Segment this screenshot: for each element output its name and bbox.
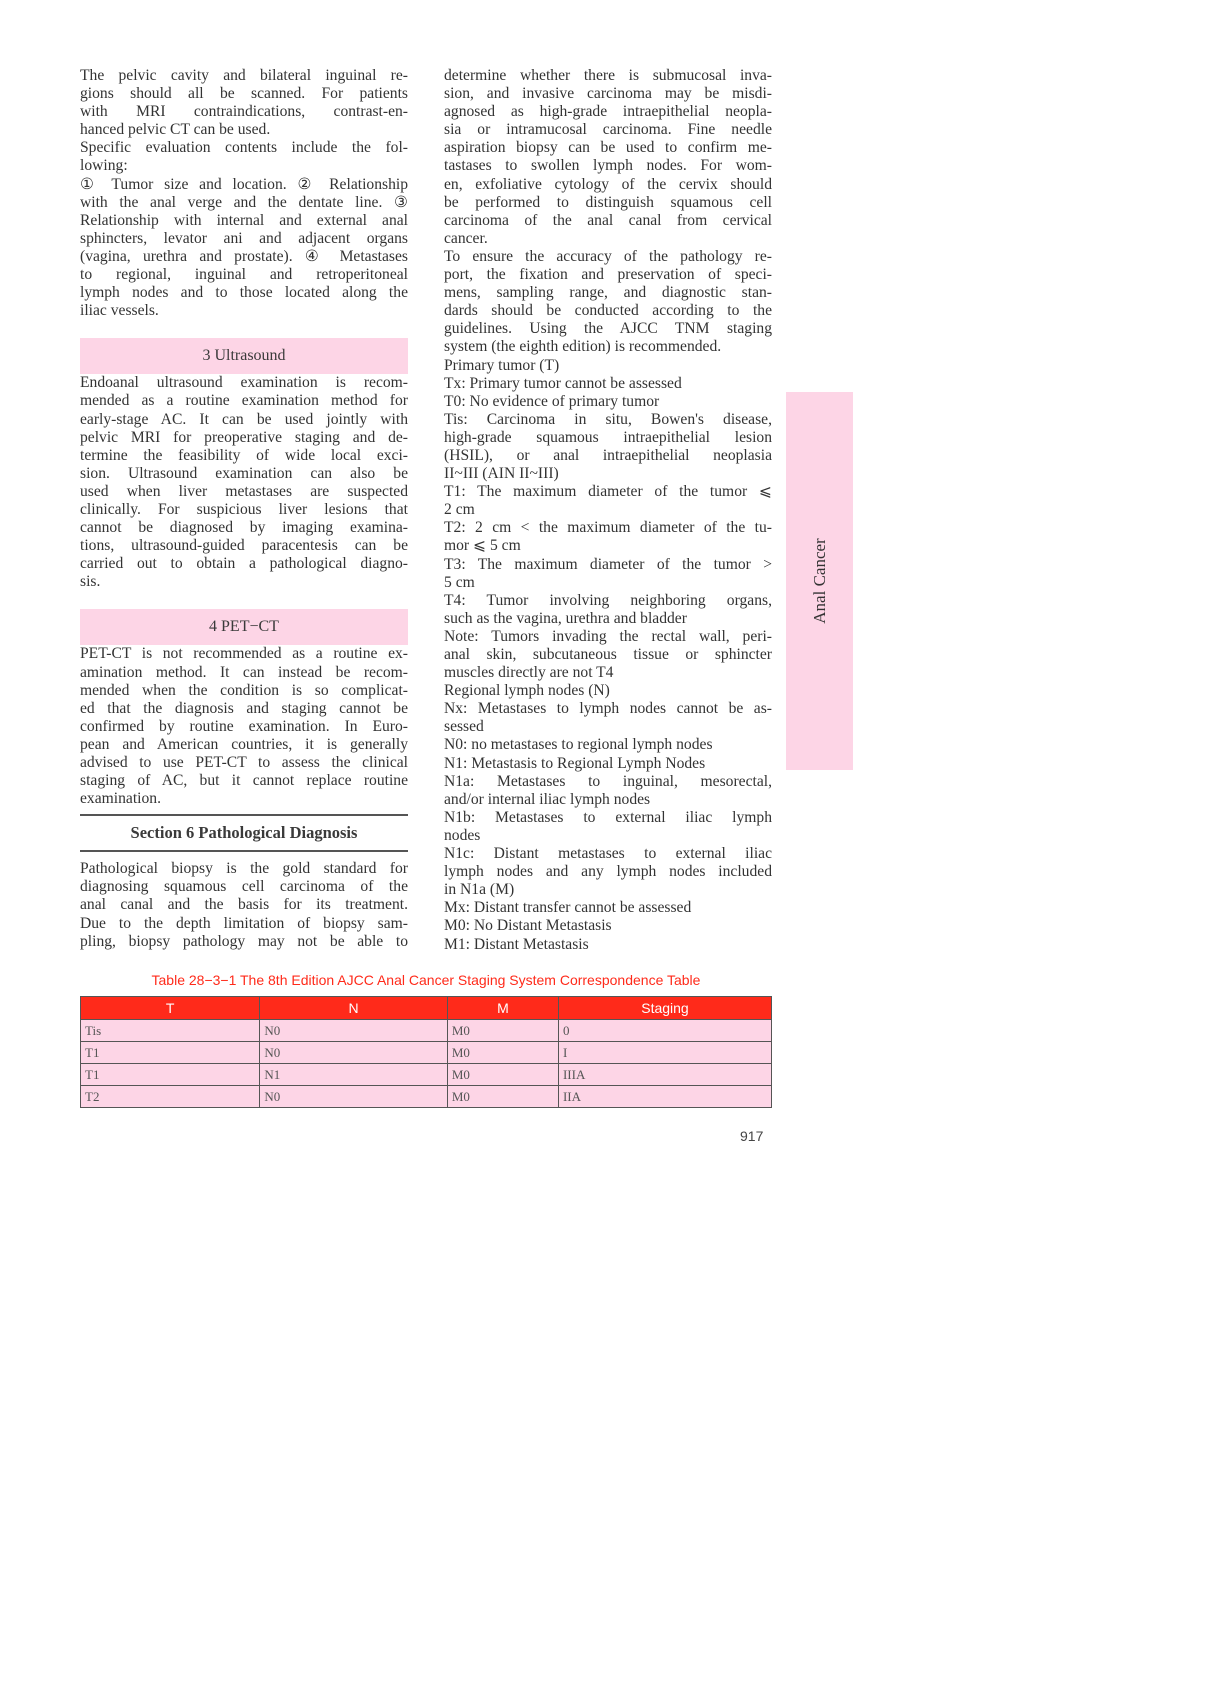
text-line: ed that the diagnosis and staging cannot be bbox=[80, 699, 408, 717]
text-line: T4: Tumor involving neighboring organs, bbox=[444, 591, 772, 609]
cell-m: M0 bbox=[447, 1020, 558, 1042]
text-line: (vagina, urethra and prostate). ④ Metastases bbox=[80, 247, 408, 265]
text-line: sessed bbox=[444, 718, 484, 736]
text-line: M0: No Distant Metastasis bbox=[444, 917, 612, 935]
text-line: (HSIL), or anal intraepithelial neoplasia bbox=[444, 446, 772, 464]
header-m: M bbox=[447, 997, 558, 1020]
text-line: mended as a routine examination method for bbox=[80, 392, 408, 410]
text-line: To ensure the accuracy of the pathology re- bbox=[444, 247, 772, 265]
text-line: ① Tumor size and location. ② Relationship bbox=[80, 175, 408, 193]
text-line: in N1a (M) bbox=[444, 881, 515, 899]
table-caption: Table 28−3−1 The 8th Edition AJCC Anal Cancer Staging System Correspondence Table bbox=[151, 972, 701, 988]
text-line: pelvic MRI for preoperative staging and de- bbox=[80, 428, 408, 446]
text-line: examination. bbox=[80, 790, 161, 808]
text-line: tions, ultrasound-guided paracentesis can be bbox=[80, 537, 408, 555]
text-line: port, the fixation and preservation of speci- bbox=[444, 266, 772, 284]
text-line: PET-CT is not recommended as a routine ex- bbox=[80, 645, 408, 663]
text-line: lowing: bbox=[80, 157, 128, 175]
text-line: agnosed as high-grade intraepithelial neopla- bbox=[444, 103, 772, 121]
text-line: be performed to distinguish squamous cell bbox=[444, 193, 772, 211]
cell-m: M0 bbox=[447, 1042, 558, 1064]
text-line: confirmed by routine examination. In Euro- bbox=[80, 717, 408, 735]
text-line: Endoanal ultrasound examination is recom- bbox=[80, 374, 408, 392]
table-row bbox=[81, 1020, 772, 1042]
text-line: sion. Ultrasound examination can also be bbox=[80, 464, 408, 482]
text-line: determine whether there is submucosal inva- bbox=[444, 67, 772, 84]
text-line: Nx: Metastases to lymph nodes cannot be as- bbox=[444, 700, 772, 718]
text-line: such as the vagina, urethra and bladder bbox=[444, 609, 687, 627]
text-line: anal skin, subcutaneous tissue or sphincter bbox=[444, 646, 772, 663]
table-row bbox=[81, 1042, 772, 1064]
text-line: T0: No evidence of primary tumor bbox=[444, 392, 660, 410]
text-line: staging of AC, but it cannot replace routine bbox=[80, 772, 408, 790]
text-line: The pelvic cavity and bilateral inguinal re- bbox=[80, 67, 408, 84]
petct-paragraph bbox=[80, 645, 408, 808]
text-line: mens, sampling range, and diagnostic stan- bbox=[444, 284, 772, 302]
text-line: sia or intramucosal carcinoma. Fine needle bbox=[444, 121, 772, 139]
text-line: termine the feasibility of wide local exci- bbox=[80, 446, 408, 464]
text-line: Mx: Distant transfer cannot be assessed bbox=[444, 899, 692, 917]
text-line: 2 cm bbox=[444, 501, 475, 519]
pathology-continuation bbox=[444, 67, 772, 954]
intro-paragraph bbox=[80, 67, 408, 139]
cell-staging: IIA bbox=[558, 1086, 771, 1108]
text-line: sphincters, levator ani and adjacent organs bbox=[80, 229, 408, 247]
text-line: Note: Tumors invading the rectal wall, peri- bbox=[444, 627, 772, 645]
chapter-side-tab bbox=[786, 392, 853, 770]
text-line: system (the eighth edition) is recommended. bbox=[444, 338, 722, 356]
text-line: mended when the condition is so complicat- bbox=[80, 681, 408, 699]
text-line: tastases to swollen lymph nodes. For wom- bbox=[444, 157, 772, 175]
table-row bbox=[81, 1064, 772, 1086]
cell-m: M0 bbox=[447, 1064, 558, 1086]
text-line: amination method. It can instead be recom- bbox=[80, 663, 408, 681]
text-line: T2: 2 cm < the maximum diameter of the tu- bbox=[444, 519, 772, 537]
table-row bbox=[81, 1086, 772, 1108]
text-line: muscles directly are not T4 bbox=[444, 664, 614, 682]
text-line: mor ⩽ 5 cm bbox=[444, 537, 521, 555]
text-line: T1: The maximum diameter of the tumor ⩽ bbox=[444, 483, 772, 501]
text-line: N0: no metastases to regional lymph nodes bbox=[444, 736, 713, 754]
cell-t: T2 bbox=[81, 1086, 260, 1108]
right-column bbox=[444, 67, 772, 954]
text-line: pling, biopsy pathology may not be able to bbox=[80, 932, 408, 950]
text-line: T3: The maximum diameter of the tumor > bbox=[444, 555, 772, 573]
cell-staging: 0 bbox=[558, 1020, 771, 1042]
text-line: Tx: Primary tumor cannot be assessed bbox=[444, 374, 682, 392]
section6-heading: Section 6 Pathological Diagnosis bbox=[80, 814, 408, 852]
header-t: T bbox=[81, 997, 260, 1020]
cell-staging: IIIA bbox=[558, 1064, 771, 1086]
text-line: cannot be diagnosed by imaging examina- bbox=[80, 519, 408, 537]
text-line: carcinoma of the anal canal from cervical bbox=[444, 211, 772, 229]
text-line: Regional lymph nodes (N) bbox=[444, 682, 610, 700]
text-line: hanced pelvic CT can be used. bbox=[80, 121, 271, 139]
text-line: en, exfoliative cytology of the cervix should bbox=[444, 175, 772, 193]
text-line: anal canal and the basis for its treatment. bbox=[80, 896, 408, 914]
text-line: lymph nodes and to those located along the bbox=[80, 284, 408, 302]
staging-table bbox=[80, 996, 772, 1108]
cell-t: T1 bbox=[81, 1042, 260, 1064]
left-column bbox=[80, 67, 408, 951]
text-line: with the anal verge and the dentate line. ③ bbox=[80, 193, 408, 211]
text-line: N1a: Metastases to inguinal, mesorectal, bbox=[444, 772, 772, 790]
text-line: advised to use PET-CT to assess the clinical bbox=[80, 754, 408, 771]
text-line: high-grade squamous intraepithelial lesion bbox=[444, 428, 772, 446]
text-line: used when liver metastases are suspected bbox=[80, 482, 408, 500]
text-line: Primary tumor (T) bbox=[444, 356, 560, 374]
text-line: and/or internal iliac lymph nodes bbox=[444, 790, 651, 808]
text-line: N1: Metastasis to Regional Lymph Nodes bbox=[444, 754, 706, 772]
table-header-row bbox=[81, 997, 772, 1020]
text-line: sis. bbox=[80, 573, 101, 591]
ultrasound-paragraph bbox=[80, 374, 408, 591]
evaluation-items-paragraph bbox=[80, 176, 408, 321]
text-line: Tis: Carcinoma in situ, Bowen's disease, bbox=[444, 410, 772, 428]
header-n: N bbox=[260, 997, 448, 1020]
text-line: lymph nodes and any lymph nodes included bbox=[444, 863, 772, 881]
cell-n: N0 bbox=[260, 1042, 448, 1064]
text-line: N1c: Distant metastases to external iliac bbox=[444, 845, 772, 863]
text-line: early-stage AC. It can be used jointly with bbox=[80, 410, 408, 428]
cell-n: N0 bbox=[260, 1086, 448, 1108]
text-line: pean and American countries, it is generally bbox=[80, 735, 408, 753]
text-line: diagnosing squamous cell carcinoma of the bbox=[80, 878, 408, 896]
text-line: to regional, inguinal and retroperitoneal bbox=[80, 266, 408, 284]
text-line: Due to the depth limitation of biopsy sam- bbox=[80, 914, 408, 932]
text-line: carried out to obtain a pathological diagno- bbox=[80, 555, 408, 573]
text-line: 5 cm bbox=[444, 573, 475, 591]
header-staging: Staging bbox=[558, 997, 771, 1020]
text-line: with MRI contraindications, contrast-en- bbox=[80, 103, 408, 121]
cell-t: T1 bbox=[81, 1064, 260, 1086]
pathology-paragraph bbox=[80, 860, 408, 950]
cell-m: M0 bbox=[447, 1086, 558, 1108]
text-line: nodes bbox=[444, 826, 481, 844]
text-line: guidelines. Using the AJCC TNM staging bbox=[444, 320, 772, 338]
text-line: Specific evaluation contents include the fol- bbox=[80, 139, 408, 157]
side-tab-label: Anal Cancer bbox=[809, 538, 829, 624]
text-line: cancer. bbox=[444, 229, 488, 247]
text-line: clinically. For suspicious liver lesions that bbox=[80, 500, 408, 518]
text-line: Pathological biopsy is the gold standard for bbox=[80, 860, 408, 878]
text-line: iliac vessels. bbox=[80, 302, 159, 320]
text-line: gions should all be scanned. For patients bbox=[80, 85, 408, 103]
specific-evaluation-paragraph bbox=[80, 139, 408, 175]
cell-t: Tis bbox=[81, 1020, 260, 1042]
page-number: 917 bbox=[740, 1128, 764, 1144]
text-line: dards should be conducted according to the bbox=[444, 302, 772, 320]
cell-n: N0 bbox=[260, 1020, 448, 1042]
text-line: N1b: Metastases to external iliac lymph bbox=[444, 808, 772, 826]
cell-n: N1 bbox=[260, 1064, 448, 1086]
text-line: M1: Distant Metastasis bbox=[444, 935, 589, 953]
text-line: sion, and invasive carcinoma may be misdi- bbox=[444, 85, 772, 103]
petct-heading: 4 PET−CT bbox=[80, 609, 408, 645]
text-line: II~III (AIN II~III) bbox=[444, 465, 559, 483]
text-line: aspiration biopsy can be used to confirm me- bbox=[444, 139, 772, 157]
text-line: Relationship with internal and external anal bbox=[80, 211, 408, 229]
cell-staging: I bbox=[558, 1042, 771, 1064]
ultrasound-heading: 3 Ultrasound bbox=[80, 338, 408, 374]
